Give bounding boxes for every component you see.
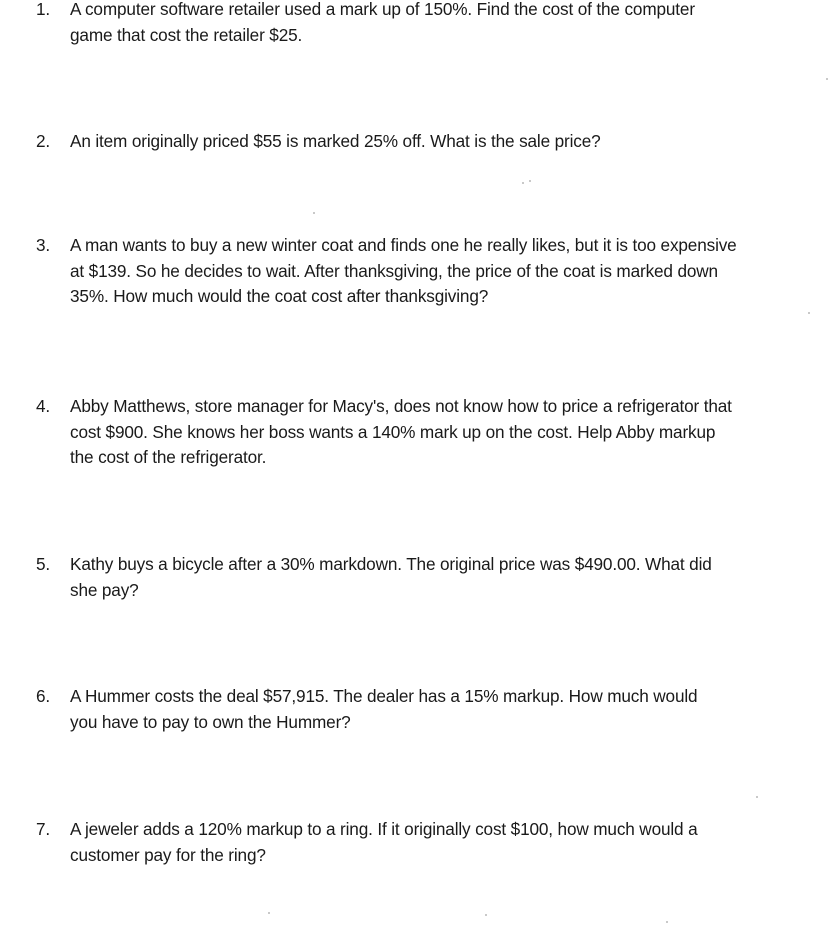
problem-number: 1. [36, 0, 51, 19]
problem-text: A jeweler adds a 120% markup to a ring. If it originally cost $100, how much would a customer pay for the ring? [70, 819, 698, 865]
scan-speck [485, 914, 487, 916]
problem-text: A man wants to buy a new winter coat and finds one he really likes, but it is too expensive at $139. So he decides to wait. After thanksgiving, the price of the coat is marked down 35%. How much would the coat cost after thanksgiving? [70, 235, 737, 306]
problem-text: An item originally priced $55 is marked 25% off. What is the sale price? [70, 131, 601, 151]
problem-text: A Hummer costs the deal $57,915. The dealer has a 15% markup. How much would you have to pay to own the Hummer? [70, 686, 698, 732]
problem-text: A computer software retailer used a mark up of 150%. Find the cost of the computer game that cost the retailer $25. [70, 0, 695, 45]
problem-7 [36, 817, 831, 868]
scan-speck [268, 912, 270, 914]
problem-4 [36, 394, 831, 471]
problem-number: 5. [36, 554, 51, 574]
scan-speck [522, 182, 524, 184]
scan-speck [313, 212, 315, 214]
scan-speck [529, 180, 531, 182]
scan-speck [666, 921, 668, 923]
problem-5 [36, 552, 831, 603]
problem-number: 7. [36, 819, 51, 839]
problem-number: 3. [36, 235, 51, 255]
problem-text: Kathy buys a bicycle after a 30% markdown. The original price was $490.00. What did she pay? [70, 554, 712, 600]
problem-3 [36, 233, 831, 310]
problem-number: 4. [36, 396, 51, 416]
problem-number: 6. [36, 686, 51, 706]
problem-6 [36, 684, 831, 735]
problem-text: Abby Matthews, store manager for Macy's, does not know how to price a refrigerator that cost $900. She knows her boss wants a 140% mark up on the cost. Help Abby markup the cost of the refrigerator. [70, 396, 732, 467]
problem-number: 2. [36, 131, 51, 151]
scan-speck [756, 796, 758, 798]
scan-speck [826, 78, 828, 80]
problem-1 [36, 0, 831, 48]
scan-speck [808, 312, 810, 314]
problem-2 [36, 129, 831, 155]
